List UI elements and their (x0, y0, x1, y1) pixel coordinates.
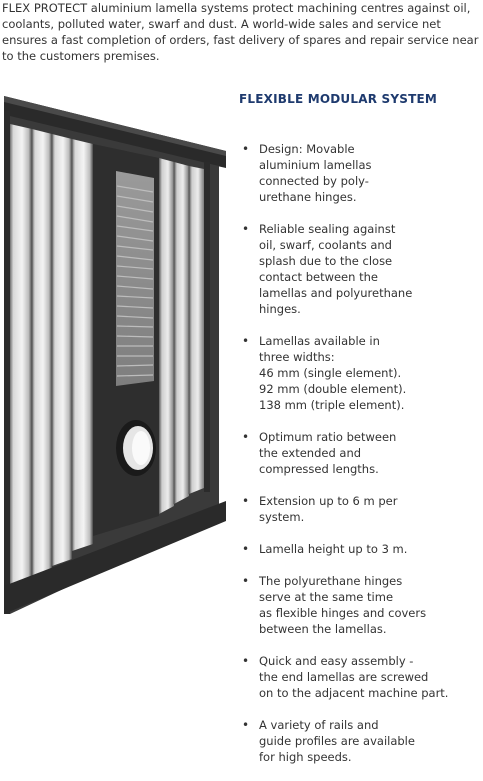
feature-line: The polyurethane hinges (259, 574, 403, 588)
feature-line: on to the adjacent machine part. (259, 686, 449, 700)
feature-line: connected by poly- (259, 174, 369, 188)
feature-line: the extended and (259, 446, 362, 460)
list-item (241, 221, 481, 317)
bullet-icon: • (242, 574, 250, 588)
feature-line: lamellas and polyurethane (259, 286, 413, 300)
feature-line: urethane hinges. (259, 190, 357, 204)
feature-line: contact between the (259, 270, 378, 284)
feature-line: Extension up to 6 m per (259, 494, 398, 508)
lamella-cover-photo (4, 96, 226, 614)
bullet-icon: • (242, 430, 250, 444)
list-item (241, 653, 481, 701)
feature-line: 46 mm (single element). (259, 366, 402, 380)
intro-line: ensures a fast completion of orders, fast delivery of spares and repair service near (2, 33, 479, 47)
bullet-icon: • (242, 334, 250, 348)
feature-line: hinges. (259, 302, 301, 316)
intro-line: coolants, polluted water, swarf and dust. A world-wide sales and service net (2, 17, 441, 31)
feature-line: as flexible hinges and covers (259, 606, 427, 620)
section-heading: FLEXIBLE MODULAR SYSTEM (239, 92, 438, 106)
bullet-icon: • (242, 142, 250, 156)
list-item (241, 493, 481, 525)
bullet-icon: • (242, 542, 250, 556)
feature-line: Lamella height up to 3 m. (259, 542, 408, 556)
list-item (241, 573, 481, 637)
feature-line: Optimum ratio between (259, 430, 397, 444)
feature-line: Reliable sealing against (259, 222, 396, 236)
list-item (241, 717, 481, 765)
intro-line: to the customers premises. (2, 49, 160, 63)
feature-line: the end lamellas are screwed (259, 670, 429, 684)
feature-line: for high speeds. (259, 750, 352, 764)
bullet-icon: • (242, 654, 250, 668)
feature-line: A variety of rails and (259, 718, 379, 732)
intro-paragraph (2, 0, 482, 64)
list-item (241, 141, 481, 205)
feature-line: between the lamellas. (259, 622, 387, 636)
feature-line: Lamellas available in (259, 334, 380, 348)
feature-line: aluminium lamellas (259, 158, 372, 172)
feature-line: 138 mm (triple element). (259, 398, 405, 412)
feature-list (241, 141, 481, 781)
feature-line: three widths: (259, 350, 335, 364)
list-item (241, 429, 481, 477)
feature-line: serve at the same time (259, 590, 394, 604)
feature-line: splash due to the close (259, 254, 393, 268)
bullet-icon: • (242, 718, 250, 732)
feature-line: oil, swarf, coolants and (259, 238, 392, 252)
feature-line: Design: Movable (259, 142, 355, 156)
feature-line: system. (259, 510, 305, 524)
feature-line: 92 mm (double element). (259, 382, 407, 396)
bullet-icon: • (242, 222, 250, 236)
list-item (241, 333, 481, 413)
feature-line: Quick and easy assembly - (259, 654, 414, 668)
list-item (241, 541, 481, 557)
feature-line: guide profiles are available (259, 734, 415, 748)
intro-line: FLEX PROTECT aluminium lamella systems protect machining centres against oil, (2, 1, 471, 15)
bullet-icon: • (242, 494, 250, 508)
feature-line: compressed lengths. (259, 462, 379, 476)
